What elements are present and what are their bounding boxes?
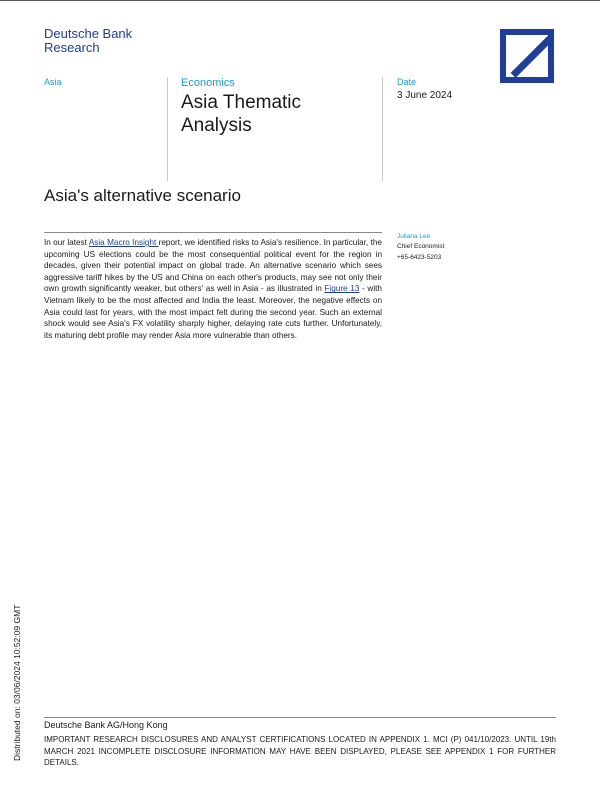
date-label: Date [397, 77, 417, 87]
date-value: 3 June 2024 [397, 90, 453, 101]
figure-13-link[interactable]: Figure 13 [324, 284, 360, 294]
deutsche-bank-logo-icon [500, 29, 554, 83]
brand-subtitle: Research [44, 40, 100, 55]
footer-entity: Deutsche Bank AG/Hong Kong [44, 720, 168, 730]
column-divider [382, 77, 383, 181]
disclosure-notice: IMPORTANT RESEARCH DISCLOSURES AND ANALYST CERTIFICATIONS LOCATED IN APPENDIX 1. MCI (P) 041/10/2023. UNTIL 19th MARCH 2021 INCOMPLETE DISCLOSURE INFORMATION MAY HAVE BEEN DISPLAYED, PLEASE SEE APPENDIX 1 FOR FURTHER DETAILS. [44, 735, 556, 767]
analyst-role: Chief Economist [397, 243, 445, 250]
article-headline: Asia's alternative scenario [44, 186, 241, 205]
brand-name: Deutsche Bank [44, 26, 133, 41]
category-label: Economics [181, 77, 235, 89]
section-divider [44, 232, 382, 233]
column-divider [167, 77, 168, 181]
report-title: Asia Thematic Analysis [181, 92, 302, 136]
footer-divider [44, 717, 556, 718]
region-label: Asia [44, 77, 62, 87]
asia-macro-insight-link[interactable]: Asia Macro Insight [88, 238, 159, 247]
body-paragraph: In our latest Asia Macro Insight report, we identified risks to Asia's resilience. In particular, the upcoming US elections could be the most consequential political event for the region in decades, given their potential impact on global trade. An alternative scenario which sees aggressive tariff hikes by the US and China on each other's products, may see not only their own growth significantly weaker, but others' as well in Asia - as illustrated in Figure 13 - with Vietnam likely to be the most affected and India the least. Moreover, the negative effects on Asia could last for years, with the most impact felt during the second year. Such an external shock would see Asia's FX volatility sharply higher, delaying rate cuts further. Unfortunately, its maturing debt profile may render Asia more vulnerable than others. [44, 238, 382, 340]
analyst-phone: +65-6423-5203 [397, 254, 442, 261]
distribution-stamp: Distributed on: 03/06/2024 10:52:09 GMT [12, 604, 22, 761]
analyst-name[interactable]: Juliana Lee [397, 233, 431, 240]
